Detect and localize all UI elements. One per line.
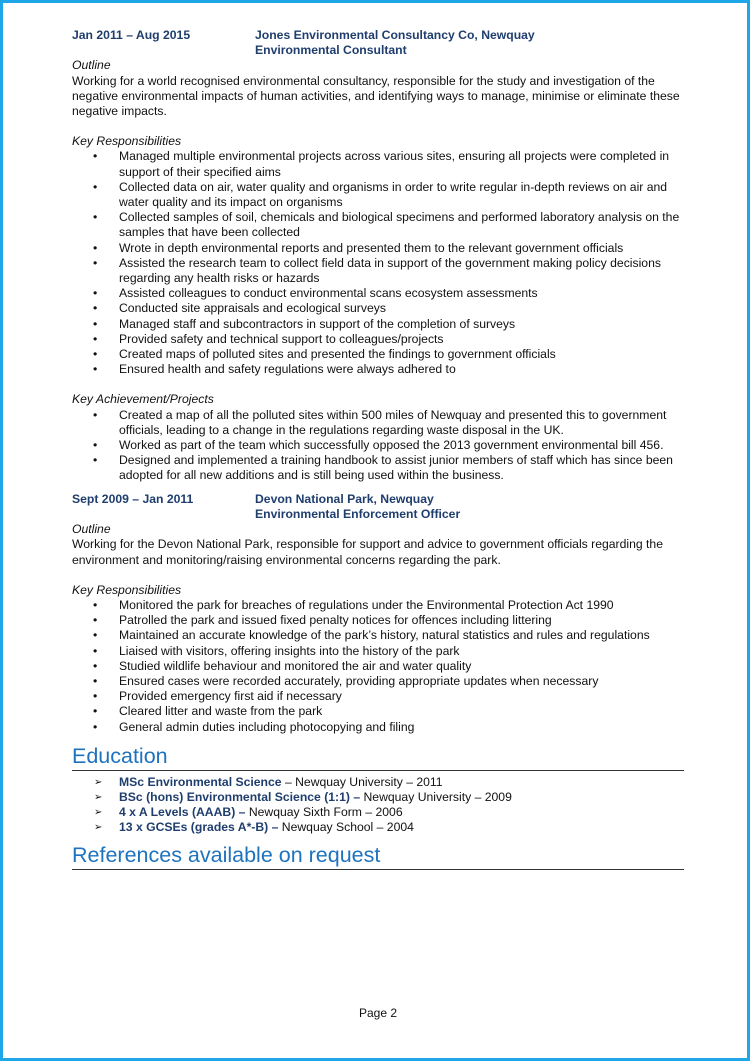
- job-outline: Working for the Devon National Park, responsible for support and advice to government officials regarding the environment and monitoring/raising environmental concerns regarding the park.: [72, 537, 663, 567]
- job-employer: Jones Environmental Consultancy Co, Newquay: [255, 28, 535, 42]
- qualification-details: – Newquay University – 2011: [281, 774, 443, 789]
- job-dates: Sept 2009 – Jan 2011: [72, 491, 194, 506]
- responsibilities-label: Key Responsibilities: [72, 582, 182, 597]
- outline-label: Outline: [72, 522, 111, 537]
- job-header: [72, 492, 684, 522]
- job-dates: Jan 2011 – Aug 2015: [72, 28, 191, 42]
- job-outline: Working for a world recognised environmental consultancy, responsible for the study and investigation of the negative environmental impacts of human activities, and identifying ways to manage, minimise or eliminate these negative impacts.: [72, 73, 680, 119]
- education-list: [72, 775, 684, 836]
- list-item: • Assisted the research team to collect field data in support of the government making policy decisions regarding any health risks or hazards: [72, 256, 684, 286]
- list-item: • Created maps of polluted sites and presented the findings to government officials: [72, 347, 684, 362]
- achievements-label: Key Achievement/Projects: [72, 392, 214, 407]
- responsibilities-list: [72, 598, 684, 735]
- references-section: [72, 842, 684, 870]
- list-item: • Cleared litter and waste from the park: [72, 704, 684, 719]
- education-section: [72, 743, 684, 836]
- list-item: • Patrolled the park and issued fixed penalty notices for offences including littering: [72, 613, 684, 628]
- list-item: • Provided emergency first aid if necessary: [72, 689, 684, 704]
- arrow-bullet-icon: ➢: [94, 807, 103, 819]
- arrow-bullet-icon: ➢: [94, 776, 103, 788]
- qualification: 13 x GCSEs (grades A*-B) –: [119, 820, 279, 835]
- list-item: • Designed and implemented a training handbook to assist junior members of staff which has since been adopted for all new additions and is still being used within the business.: [72, 453, 684, 483]
- qualification: BSc (hons) Environmental Science (1:1) –: [119, 789, 361, 804]
- job-employer: Devon National Park, Newquay: [255, 491, 434, 506]
- list-item: • Provided safety and technical support to colleagues/projects: [72, 332, 684, 347]
- education-item: [72, 790, 684, 805]
- job-entry: [72, 28, 684, 484]
- qualification: 4 x A Levels (AAAB) –: [119, 805, 246, 820]
- list-item: • Liaised with visitors, offering insights into the history of the park: [72, 644, 684, 659]
- education-item: [72, 775, 684, 790]
- list-item: • Collected samples of soil, chemicals and biological specimens and performed laboratory analysis on the samples that have been collected: [72, 210, 684, 240]
- job-title: Environmental Consultant: [255, 43, 407, 58]
- list-item: • Studied wildlife behaviour and monitored the air and water quality: [72, 659, 684, 674]
- list-item: • Maintained an accurate knowledge of the park’s history, natural statistics and rules and regulations: [72, 628, 684, 643]
- education-item: [72, 820, 684, 835]
- qualification-details: Newquay University – 2009: [360, 789, 512, 804]
- list-item: • Wrote in depth environmental reports and presented them to the relevant government officials: [72, 241, 684, 256]
- page-number: Page 2: [358, 1006, 398, 1020]
- qualification: MSc Environmental Science: [119, 774, 282, 789]
- list-item: • Created a map of all the polluted sites within 500 miles of Newquay and presented this to government officials, leading to a change in the regulations regarding waste disposal in the UK.: [72, 408, 684, 438]
- qualification-details: Newquay School – 2004: [278, 820, 414, 835]
- list-item: • Managed multiple environmental projects across various sites, ensuring all projects were completed in support of their specified aims: [72, 149, 684, 179]
- responsibilities-label: Key Responsibilities: [72, 134, 182, 149]
- job-entry: [72, 492, 684, 735]
- job-header: [72, 28, 684, 58]
- list-item: • Ensured cases were recorded accurately, providing appropriate updates when necessary: [72, 674, 684, 689]
- education-item: [72, 805, 684, 820]
- job-title: Environmental Enforcement Officer: [255, 506, 461, 521]
- achievements-list: [72, 408, 684, 484]
- qualification-details: Newquay Sixth Form – 2006: [245, 805, 403, 820]
- list-item: • Collected data on air, water quality and organisms in order to write regular in-depth reviews on air and water quality and its impact on organisms: [72, 180, 684, 210]
- job-employer-block: [255, 492, 684, 522]
- list-item: • Worked as part of the team which successfully opposed the 2013 government environmental bill 456.: [72, 438, 684, 453]
- outline-label: Outline: [72, 58, 111, 73]
- list-item: • Ensured health and safety regulations were always adhered to: [72, 362, 684, 377]
- list-item: • Conducted site appraisals and ecological surveys: [72, 301, 684, 316]
- page-content: [72, 28, 684, 870]
- list-item: • Managed staff and subcontractors in support of the completion of surveys: [72, 317, 684, 332]
- arrow-bullet-icon: ➢: [94, 791, 103, 803]
- responsibilities-list: [72, 149, 684, 377]
- job-employer-block: [255, 28, 684, 58]
- list-item: • Monitored the park for breaches of regulations under the Environmental Protection Act 1990: [72, 598, 684, 613]
- arrow-bullet-icon: ➢: [94, 822, 103, 834]
- list-item: • General admin duties including photocopying and filing: [72, 720, 684, 735]
- list-item: • Assisted colleagues to conduct environmental scans ecosystem assessments: [72, 286, 684, 301]
- education-heading: Education: [72, 743, 684, 771]
- references-heading: References available on request: [72, 842, 684, 870]
